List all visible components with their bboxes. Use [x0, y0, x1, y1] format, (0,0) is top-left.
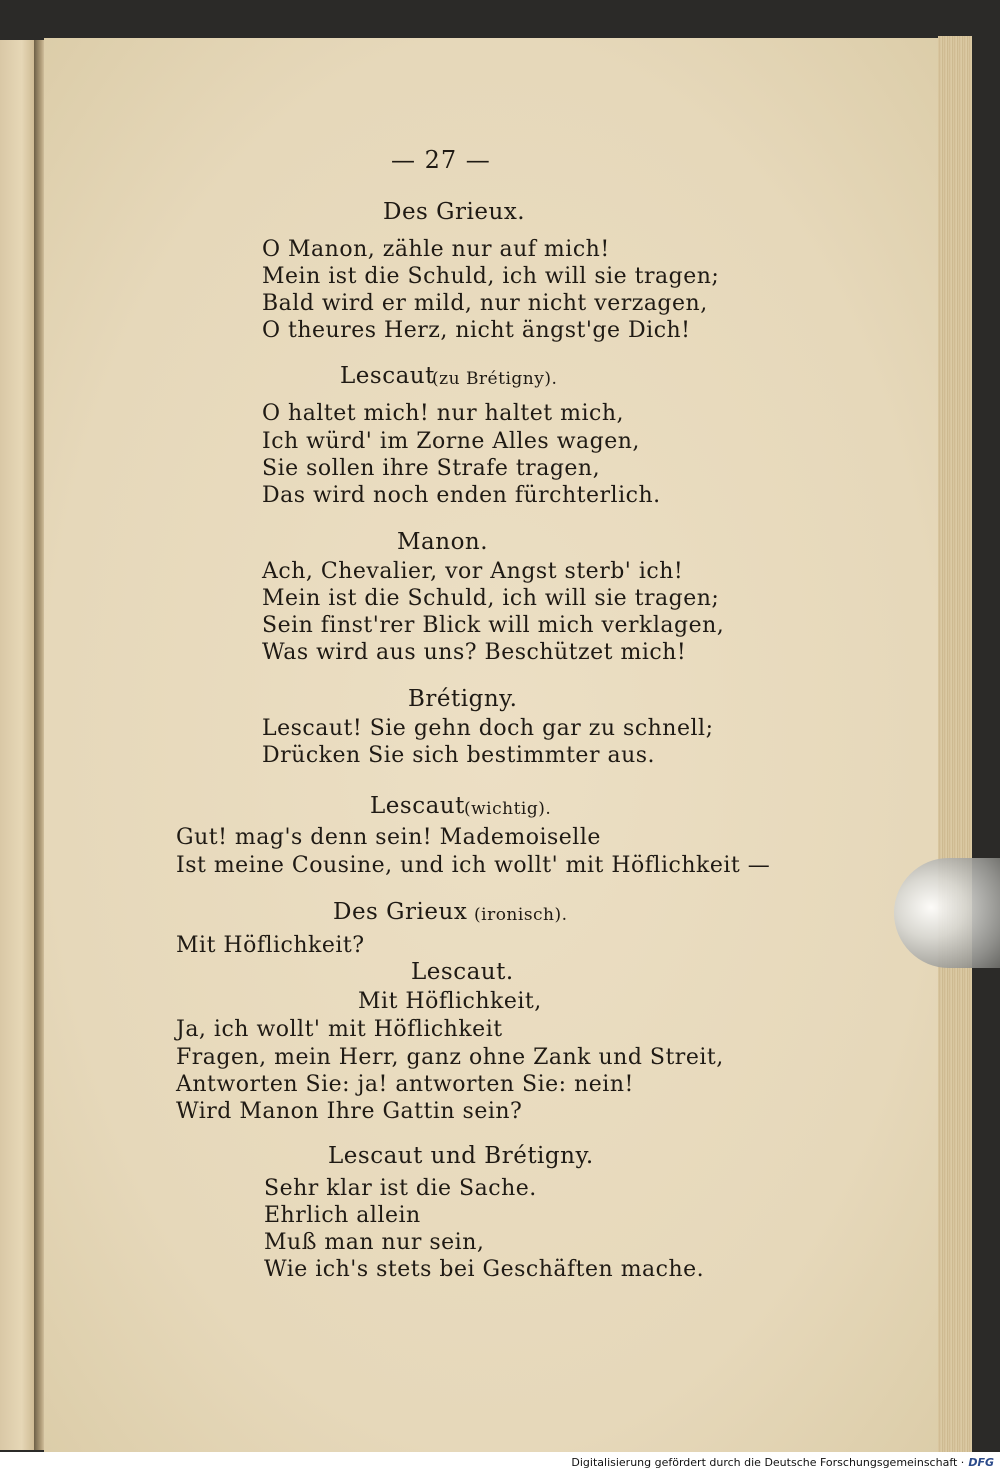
stage-direction: (zu Brétigny). [432, 369, 558, 389]
verse-line: Mein ist die Schuld, ich will sie tragen; [262, 264, 720, 289]
verse-line: Ehrlich allein [264, 1203, 421, 1228]
speaker-heading: Des Grieux [333, 899, 468, 925]
speaker-heading: Lescaut [370, 793, 465, 819]
dfg-logo: DFG [968, 1456, 994, 1469]
verse-line: Was wird aus uns? Beschützet mich! [262, 640, 687, 665]
verse-line: O Manon, zähle nur auf mich! [262, 237, 610, 262]
verse-line: Fragen, mein Herr, ganz ohne Zank und Streit, [176, 1045, 724, 1070]
speaker-heading: Lescaut und Brétigny. [328, 1143, 594, 1169]
verse-line: Das wird noch enden fürchterlich. [262, 483, 661, 508]
verse-line: O haltet mich! nur haltet mich, [262, 401, 625, 426]
verse-line: Ich würd' im Zorne Alles wagen, [262, 429, 640, 454]
verse-line: Mein ist die Schuld, ich will sie tragen; [262, 586, 720, 611]
speaker-heading: Des Grieux. [383, 199, 526, 225]
verse-line: Wird Manon Ihre Gattin sein? [176, 1099, 523, 1124]
stage-direction: (wichtig). [464, 799, 552, 819]
stage-direction: (ironisch). [474, 905, 568, 925]
verse-line: O theures Herz, nicht ängst'ge Dich! [262, 318, 691, 343]
verse-line: Antworten Sie: ja! antworten Sie: nein! [176, 1072, 634, 1097]
speaker-heading: Manon. [397, 529, 489, 555]
verse-line: Drücken Sie sich bestimmter aus. [262, 743, 656, 768]
footer-credit: Digitalisierung gefördert durch die Deutsche Forschungsgemeinschaft · [571, 1456, 965, 1469]
verse-line: Ach, Chevalier, vor Angst sterb' ich! [262, 559, 684, 584]
speaker-heading: Lescaut [340, 363, 435, 389]
verse-line: Mit Höflichkeit? [176, 933, 365, 958]
page-number: — 27 — [391, 146, 491, 174]
verse-line: Sein finst'rer Blick will mich verklagen, [262, 613, 725, 638]
digitization-footer [0, 1452, 1000, 1474]
verse-line: Mit Höflichkeit, [358, 989, 542, 1014]
verse-line: Sehr klar ist die Sache. [264, 1176, 537, 1201]
verse-line: Ja, ich wollt' mit Höflichkeit [176, 1017, 503, 1042]
speaker-heading: Lescaut. [411, 959, 514, 985]
speaker-heading: Brétigny. [408, 686, 518, 712]
verse-line: Ist meine Cousine, und ich wollt' mit Höflichkeit — [176, 853, 771, 878]
verse-line: Lescaut! Sie gehn doch gar zu schnell; [262, 716, 714, 741]
verse-line: Wie ich's stets bei Geschäften mache. [264, 1257, 705, 1282]
verse-line: Muß man nur sein, [264, 1230, 485, 1255]
verse-line: Sie sollen ihre Strafe tragen, [262, 456, 601, 481]
verse-line: Gut! mag's denn sein! Mademoiselle [176, 825, 601, 850]
verse-line: Bald wird er mild, nur nicht verzagen, [262, 291, 708, 316]
